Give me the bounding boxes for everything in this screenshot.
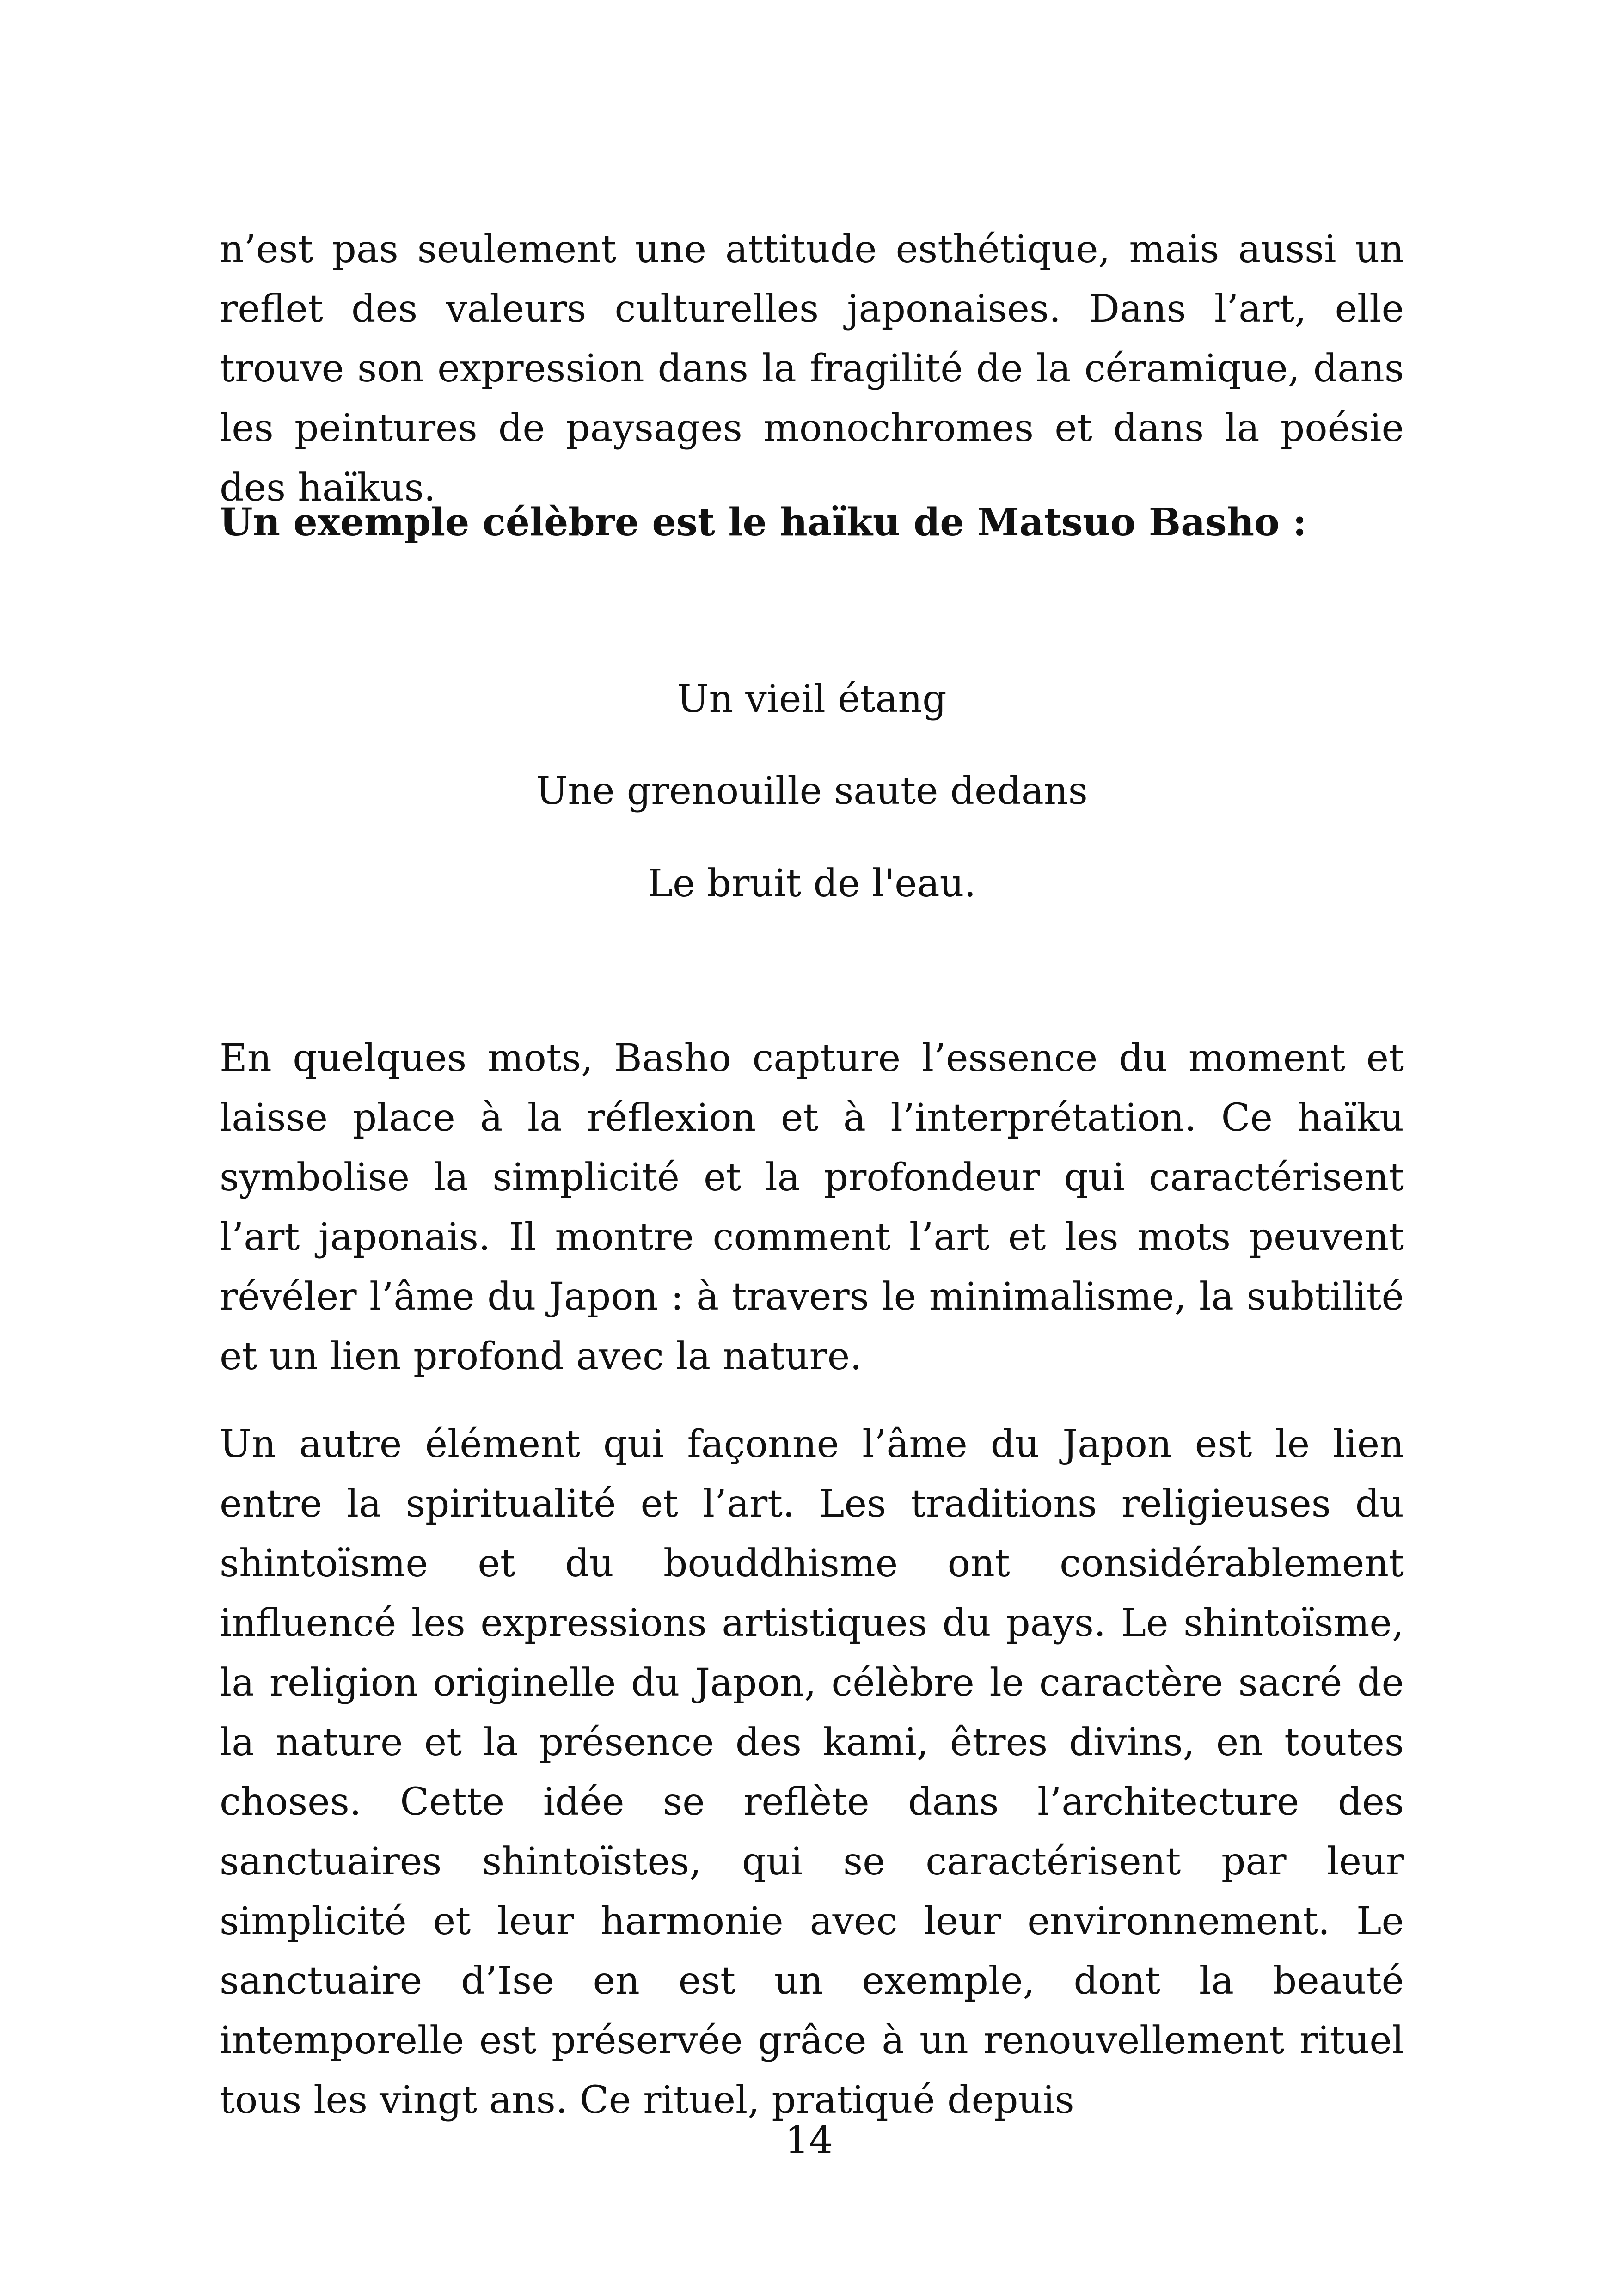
haiku-line-1: Un vieil étang — [677, 677, 947, 721]
haiku-line-2: Une grenouille saute dedans — [536, 769, 1088, 813]
paragraph-spirituality-art: Un autre élément qui façonne l’âme du Japon est le lien entre la spiritualité et l’art. Les traditions religieuses du shintoïsme et du bouddhisme ont considérablement influencé les expressions artistiques du pays. Le shintoïsme, la religion originelle du Japon, célèbre le caractère sacré de la nature et la présence des kami, êtres divins, en toutes choses. Cette idée se reflète dans l’architecture des sanctuaires shintoïstes, qui se caractérisent par leur simplicité et leur harmonie avec leur environnement. Le sanctuaire d’Ise en est un exemple, dont la beauté intemporelle est préservée grâce à un renouvellement rituel tous les vingt ans. Ce rituel, pratiqué depuis — [220, 1422, 1404, 2122]
haiku-line-3: Le bruit de l'eau. — [647, 862, 976, 906]
paragraph-intro: n’est pas seulement une attitude esthétique, mais aussi un reflet des valeurs culturelles japonaises. Dans l’art, elle trouve son expression dans la fragilité de la céramique, dans les peintures de paysages monochromes et dans la poésie des haïkus. — [220, 227, 1404, 510]
paragraph-basho-commentary: En quelques mots, Basho capture l’essence du moment et laisse place à la réflexion et à l’interprétation. Ce haïku symbolise la simplicité et la profondeur qui caractérisent l’art japonais. Il montre comment l’art et les mots peuvent révéler l’âme du Japon : à travers le minimalisme, la subtilité et un lien profond avec la nature. — [220, 1036, 1404, 1378]
section-heading: Un exemple célèbre est le haïku de Matsuo Basho : — [220, 500, 1307, 545]
page-number: 14 — [784, 2118, 834, 2162]
